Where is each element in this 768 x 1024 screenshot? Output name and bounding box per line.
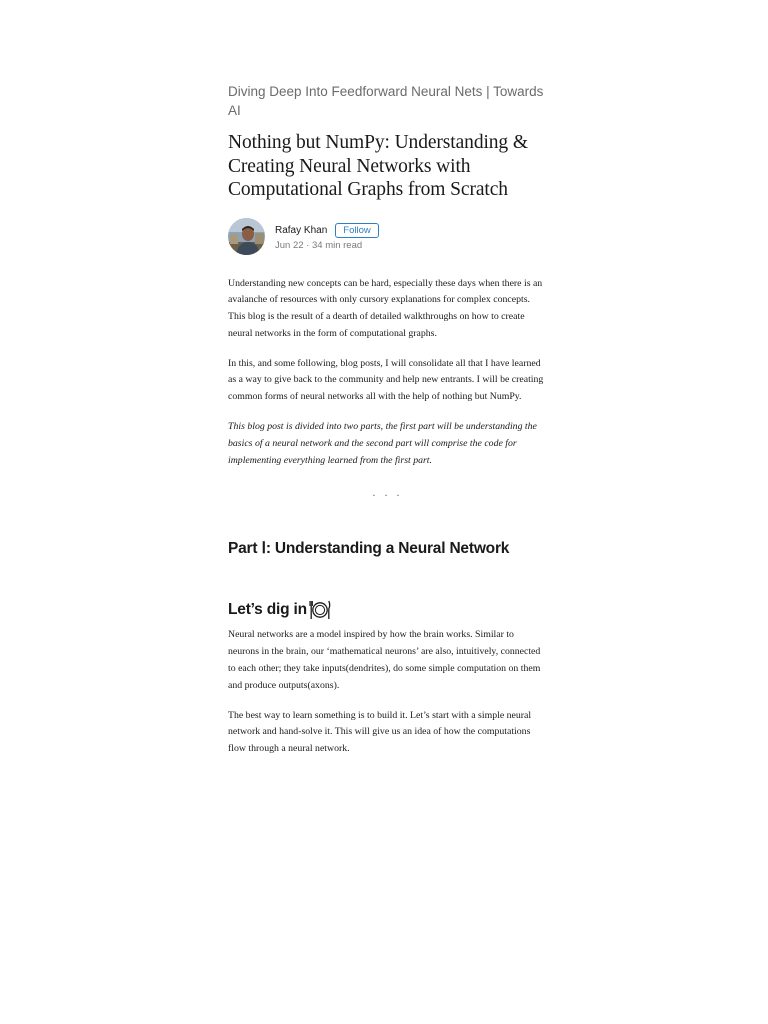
byline-text: [275, 222, 379, 251]
meta-separator: ·: [303, 240, 312, 251]
heading-part-one: Part Ⅰ: Understanding a Neural Network: [228, 540, 510, 558]
paragraph-build: The best way to learn something is to build it. Let’s start with a simple neural network and hand-solve it. This will give us an idea of how the computations flow through a neural network.: [228, 709, 532, 755]
plate-with-cutlery-icon: [309, 599, 331, 621]
paragraph-plan: In this, and some following, blog posts, I will consolidate all that I have learned as a way to give back to the community and help new entrants. I will be creating common forms of neural networks all with the help of nothing but NumPy.: [228, 357, 544, 403]
follow-button[interactable]: Follow: [335, 223, 378, 238]
article-kicker: Diving Deep Into Feedforward Neural Nets | Towards AI: [228, 84, 544, 118]
post-date: Jun 22: [275, 240, 304, 251]
heading-dig-in: [228, 599, 544, 621]
byline: [228, 218, 544, 256]
section-separator: ...: [372, 487, 409, 500]
avatar-image: [228, 218, 265, 255]
article: [228, 82, 544, 758]
post-meta: [275, 240, 379, 251]
author-avatar[interactable]: [228, 218, 265, 255]
heading-dig-in-text: Let’s dig in: [228, 601, 307, 619]
paragraph-structure: This blog post is divided into two parts, the first part will be understanding the basics of a neural network and the second part will comprise the code for implementing everything learned from the first part.: [228, 421, 537, 466]
read-time: 34 min read: [311, 240, 363, 251]
author-row: [275, 222, 379, 239]
article-title: Nothing but NumPy: Understanding & Creating Neural Networks with Computational Graphs from Scratch: [228, 132, 528, 200]
paragraph-neurons: Neural networks are a model inspired by how the brain works. Similar to neurons in the brain, our ‘mathematical neurons’ are also, intuitively, connected to each other; they take inputs(dendrites), do some simple computation on them and produce outputs(axons).: [228, 629, 541, 691]
author-name[interactable]: Rafay Khan: [275, 225, 328, 236]
paragraph-intro: Understanding new concepts can be hard, especially these days when there is an avalanche of resources with only cursory explanations for complex concepts. This blog is the result of a dearth of detailed walkthroughs on how to create neural networks in the form of computational graphs.: [228, 277, 543, 339]
